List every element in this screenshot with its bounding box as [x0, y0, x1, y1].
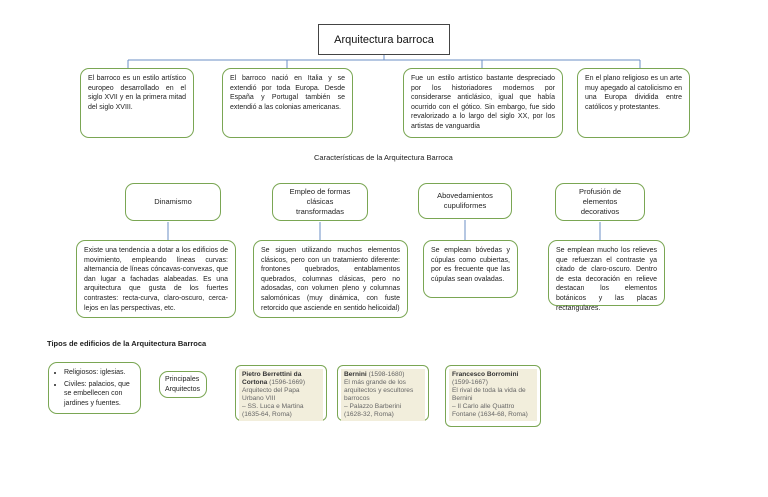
- type-item-religious: • Religiosos: iglesias.: [64, 368, 135, 378]
- architects-label: Principales Arquitectos: [159, 371, 207, 398]
- architect-name: Francesco Borromini: [452, 371, 519, 378]
- char-name-3: Abovedamientos cupuliformes: [418, 183, 512, 219]
- char-name-2: Empleo de formas clásicas transformadas: [272, 183, 368, 221]
- architect-text: Arquitecto del Papa Urbano VIII: [242, 387, 300, 402]
- char-name-4: Profusión de elementos decorativos: [555, 183, 645, 221]
- architect-text: El más grande de los arquitectos y escultores barrocos: [344, 379, 414, 402]
- intro-box-1: El barroco es un estilo artístico europeo desarrollado en el siglo XVII y en la primera mitad del siglo XVIII.: [80, 68, 194, 138]
- architect-name: Bernini: [344, 371, 367, 378]
- type-item-civil: • Civiles: palacios, que se embellecen con jardines y fuentes.: [64, 380, 135, 409]
- types-box: [48, 362, 141, 414]
- characteristics-label: Características de la Arquitectura Barroca: [314, 153, 453, 162]
- char-desc-3: Se emplean bóvedas y cúpulas como cubiertas, por es frecuente que las cúpulas sean ovaladas.: [423, 240, 518, 298]
- architect-dates: (1599-1667): [452, 379, 488, 386]
- intro-box-2: El barroco nació en Italia y se extendió por toda Europa. Desde España y Portugal también se extendió a las colonias americanas.: [222, 68, 353, 138]
- architect-dates: (1598-1680): [368, 371, 405, 378]
- types-label: Tipos de edificios de la Arquitectura Barroca: [47, 339, 207, 348]
- architect-dates: (1596-1669): [269, 379, 306, 386]
- architect-name: Pietro Berrettini da Cortona: [242, 371, 302, 386]
- architect-text: El rival de toda la vida de Bernini: [452, 387, 526, 402]
- architect-works: Il Carlo alle Quattro Fontane (1634-68, Roma): [452, 403, 528, 418]
- char-desc-1: Existe una tendencia a dotar a los edificios de movimiento, empleando líneas curvas: alternancia de líneas cóncavas-convexas, que dan lugar a fachadas alabeadas. Es una arquitectura que gusta de los fuertes contrastes: recta-curva, claro-oscuro, cerca-lejos en las perspectivas, etc.: [76, 240, 236, 318]
- char-name-1: Dinamismo: [125, 183, 221, 221]
- architect-card-borromini: Francesco Borromini (1599-1667) El rival de toda la vida de Bernini – Il Carlo alle Quattro Fontane (1634-68, Roma): [445, 365, 541, 427]
- architect-card-cortona: Pietro Berrettini da Cortona (1596-1669) Arquitecto del Papa Urbano VIII – SS. Luca e Martina (1635-64, Roma): [235, 365, 327, 421]
- architect-works: Palazzo Barberini (1628-32, Roma): [344, 403, 402, 418]
- intro-box-3: Fue un estilo artístico bastante despreciado por los historiadores modernos por considerarse anticlásico, igual que había ocurrido con el gótico. Sin embargo, fue sido revalorizado a lo largo del siglo XX, por los artistas de vanguardia: [403, 68, 563, 138]
- char-desc-2: Se siguen utilizando muchos elementos clásicos, pero con un tratamiento diferente: frontones quebrados, entablamentos quebrados, columnas clásicas, pero no adosadas, con volumen pleno y columnas salomónicas (muy dinámica, con fuste retorcido que asciende en sentido helicoidal): [253, 240, 408, 318]
- intro-box-4: En el plano religioso es un arte muy apegado al catolicismo en una Europa dividida entre católicos y protestantes.: [577, 68, 690, 138]
- architect-card-bernini: Bernini (1598-1680) El más grande de los arquitectos y escultores barrocos – Palazzo Barberini (1628-32, Roma): [337, 365, 429, 421]
- architect-works: SS. Luca e Martina (1635-64, Roma): [242, 403, 304, 418]
- char-desc-4: Se emplean mucho los relieves que refuerzan el contraste ya citado de claro-oscuro. Dentro de esta decoración en relieve destacan los elementos botánicos y las placas rectangulares.: [548, 240, 665, 306]
- diagram-title: Arquitectura barroca: [318, 24, 450, 55]
